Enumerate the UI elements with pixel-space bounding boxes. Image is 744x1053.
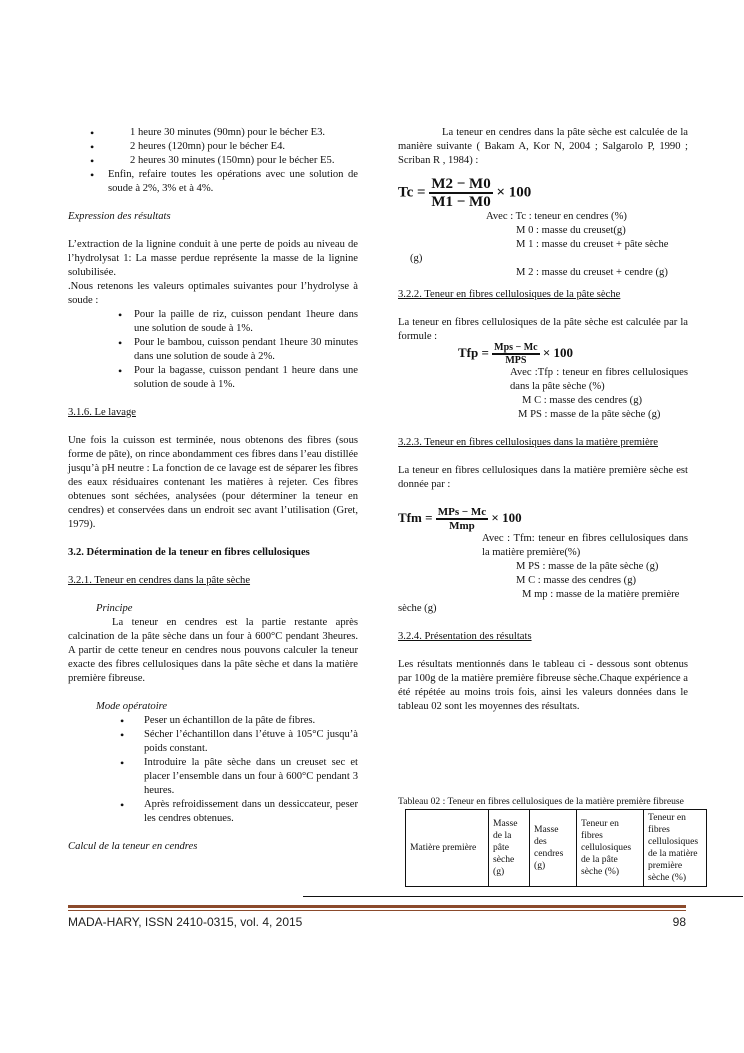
list-item: • 2 heures 30 minutes (150mn) pour le bécher E5.	[68, 154, 358, 168]
expression-paragraph: L’extraction de la lignine conduit à une perte de poids au niveau de l’hydrolysat 1: La masse perdue représente la masse de la lignine solubilisée.	[68, 239, 358, 278]
formula-definition: M 2 : masse du creuset + cendre (g)	[516, 267, 668, 278]
left-column	[68, 126, 358, 854]
right-column	[398, 126, 688, 714]
principe-paragraph: La teneur en cendres est la partie restante après calcination de la pâte sèche dans un four à 600°C pendant 3heures. A partir de cette teneur en cendres nous pouvons calculer la teneur exacte des fibres cellulosiques dans la pâte sèche et dans la matière première fibreuse.	[68, 617, 358, 684]
formula-fiber-paste: Tfp = $\frac{\text{Mps − Mc}}{\text{MPS}}$ × 100	[458, 342, 574, 366]
page-number: 98	[672, 915, 686, 929]
lavage-paragraph: Une fois la cuisson est terminée, nous obtenons des fibres (sous forme de pâte), on rince abondamment ces fibres dans l’eau distillée jusqu’à pH neutre : La fonction de ce lavage est de séparer les fibres des eaux résiduaires contenant les matières à rejeter. Ces fibres obtenues sont séchées, analysées (pour déterminer la teneur en cendres) et conservées dans un endroit sec avant l’utilisation (Gret, 1979).	[68, 435, 358, 530]
footer-divider-thin	[68, 910, 686, 911]
subsection-title: 3.2.4. Présentation des résultats	[398, 631, 532, 642]
formula-definition: M PS : masse de la pâte sèche (g)	[516, 561, 659, 572]
formula-definition: M 0 : masse du creuset(g)	[516, 225, 626, 236]
formula-definition: sèche (g)	[398, 603, 437, 614]
optimal-values-list	[68, 308, 358, 392]
formula-definition: M C : masse des cendres (g)	[522, 395, 643, 406]
formula-definition: Avec : Tc : teneur en cendres (%)	[486, 211, 627, 222]
formula-definition: Avec : Tfm: teneur en fibres cellulosiques dans la matière première(%)	[482, 533, 688, 558]
formula-definition: M mp : masse de la matière première	[522, 589, 680, 600]
results-table	[405, 809, 707, 887]
cooking-time-list	[68, 126, 358, 196]
lavage-title: 3.1.6. Le lavage	[68, 407, 136, 418]
mode-operatoire-list	[68, 714, 358, 826]
table-header-cell: Matière première	[406, 810, 489, 887]
list-item: • Introduire la pâte sèche dans un creuset sec et placer l’ensemble dans un four à 600°C pendant 3 heures.	[68, 756, 358, 798]
table-header-cell: Masse de la pâte sèche (g)	[489, 810, 530, 887]
section-title: 3.2. Détermination de la teneur en fibres cellulosiques	[68, 547, 310, 558]
footer-divider	[68, 905, 686, 908]
intro-paragraph: La teneur en cendres dans la pâte sèche est calculée de la manière suivante ( Bakam A, Kor N, 2004 ; Salgarolo P, 1990 ; Scriban R , 1984) :	[398, 127, 688, 166]
formula-definition: M PS : masse de la pâte sèche (g)	[518, 409, 661, 420]
formula-fiber-raw: Tfm = $\frac{\text{MPs − Mc}}{\text{Mmp}}$ × 100	[398, 506, 522, 532]
formula-definition: M C : masse des cendres (g)	[516, 575, 637, 586]
list-item: • Pour le bambou, cuisson pendant 1heure 30 minutes dans une solution de soude à 2%.	[68, 336, 358, 364]
calcul-title: Calcul de la teneur en cendres	[68, 841, 198, 852]
expression-title: Expression des résultats	[68, 211, 171, 222]
table-header-cell: Masse des cendres (g)	[530, 810, 577, 887]
mode-title: Mode opératoire	[96, 701, 168, 712]
list-item: • 1 heure 30 minutes (90mn) pour le bécher E3.	[68, 126, 358, 140]
list-item: • Peser un échantillon de la pâte de fibres.	[68, 714, 358, 728]
fiber-paste-paragraph: La teneur en fibres cellulosiques de la pâte sèche est calculée par la formule :	[398, 317, 688, 342]
list-item: • Pour la paille de riz, cuisson pendant 1heure dans une solution de soude à 1%.	[68, 308, 358, 336]
table-header-cell: Teneur en fibres cellulosiques de la pâte sèche (%)	[577, 810, 644, 887]
results-paragraph: Les résultats mentionnés dans le tableau ci - dessous sont obtenus par 100g de la matière première fibreuse sèche.Chaque expérience a été répétée au moins trois fois, ainsi les valeurs données dans le tableau 02 sont les moyennes des résultats.	[398, 659, 688, 712]
subsection-title: 3.2.2. Teneur en fibres cellulosiques de la pâte sèche	[398, 289, 621, 300]
list-item: • Sécher l’échantillon dans l’étuve à 105°C jusqu’à poids constant.	[68, 728, 358, 756]
list-item: • 2 heures (120mn) pour le bécher E4.	[68, 140, 358, 154]
list-item: • Après refroidissement dans un dessiccateur, peser les cendres obtenues.	[68, 798, 358, 826]
principe-title: Principe	[96, 603, 133, 614]
list-item: • Pour la bagasse, cuisson pendant 1 heure dans une solution de soude à 1%.	[68, 364, 358, 392]
table-caption: Tableau 02 : Teneur en fibres cellulosiques de la matière première fibreuse	[398, 796, 684, 807]
list-item: • Enfin, refaire toutes les opérations avec une solution de soude à 2%, 3% et à 4%.	[68, 168, 358, 196]
table-row	[406, 810, 707, 887]
expression-paragraph-2: .Nous retenons les valeurs optimales suivantes pour l’hydrolyse à soude :	[68, 281, 358, 306]
formula-ash-content: Tc = $\frac{M2 - M0}{M1 - M0}$ × 100	[398, 176, 532, 210]
formula-definition: Avec :Tfp : teneur en fibres cellulosiques dans la pâte sèche (%)	[510, 367, 688, 392]
subsection-title: 3.2.1. Teneur en cendres dans la pâte sèche	[68, 575, 251, 586]
journal-citation: MADA-HARY, ISSN 2410-0315, vol. 4, 2015	[68, 915, 303, 929]
formula-definition: M 1 : masse du creuset + pâte sèche	[516, 239, 669, 250]
table-rule	[303, 896, 743, 897]
subsection-title: 3.2.3. Teneur en fibres cellulosiques dans la matière première	[398, 437, 658, 448]
table-header-cell: Teneur en fibres cellulosiques de la matière première sèche (%)	[644, 810, 707, 887]
fiber-raw-paragraph: La teneur en fibres cellulosiques dans la matière première sèche est donnée par :	[398, 465, 688, 490]
formula-definition: (g)	[410, 253, 423, 264]
